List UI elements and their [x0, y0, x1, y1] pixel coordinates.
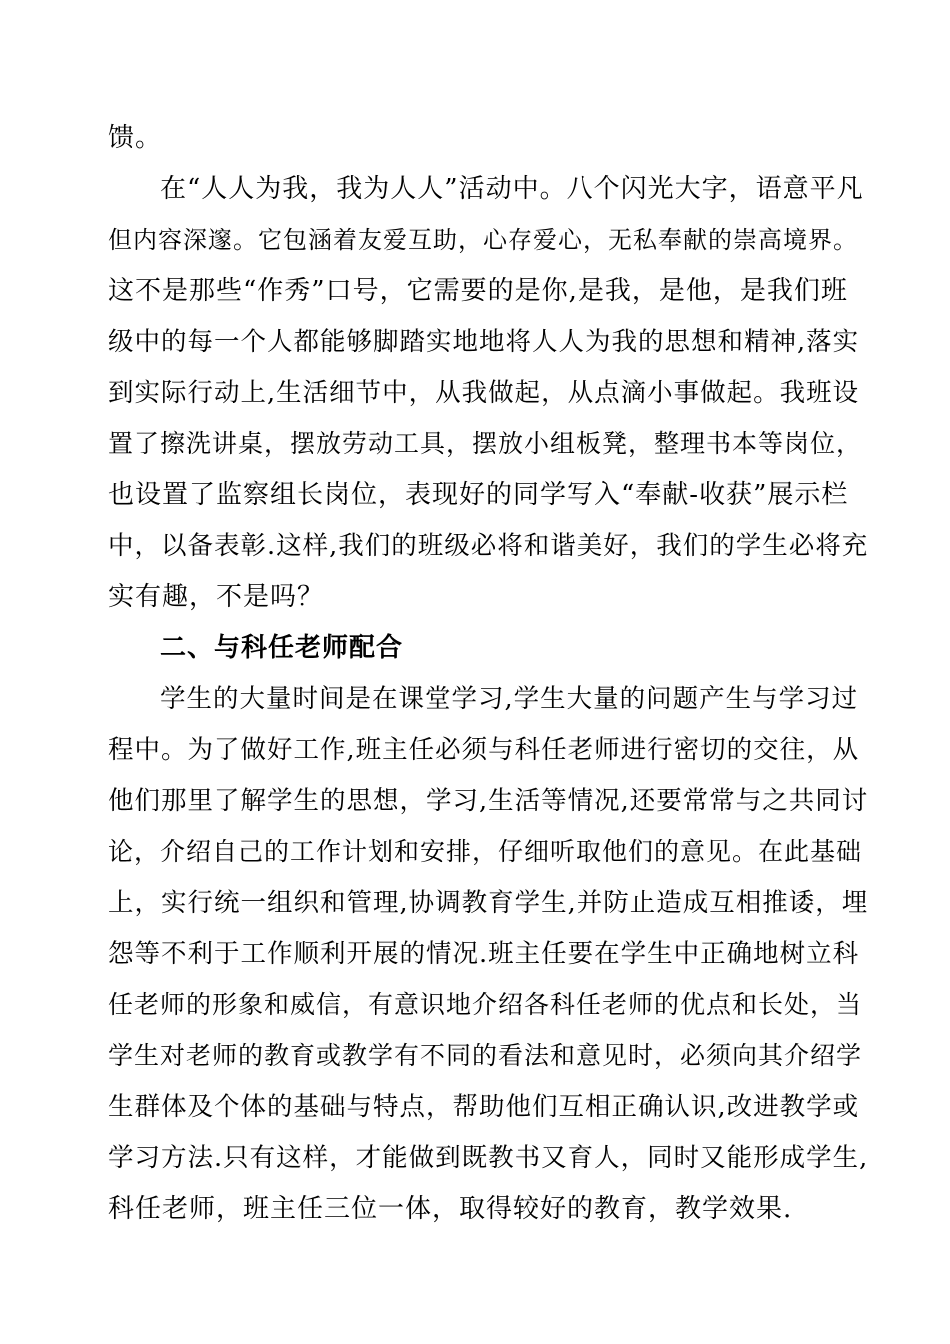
paragraph-line: 也设置了监察组长岗位，表现好的同学写入“奉献-收获”展示栏	[108, 480, 849, 510]
paragraph-line: 但内容深邃。它包涵着友爱互助，心存爱心，无私奉献的崇高境界。	[108, 226, 858, 254]
paragraph-line: 程中。为了做好工作,班主任必须与科任老师进行密切的交往，从	[108, 735, 860, 765]
paragraph-line: 上，实行统一组织和管理,协调教育学生,并防止造成互相推诿，埋	[108, 888, 869, 918]
paragraph-line: 他们那里了解学生的思想，学习,生活等情况,还要常常与之共同讨	[108, 786, 869, 816]
paragraph-line: 学生对老师的教育或教学有不同的看法和意见时，必须向其介绍学	[108, 1041, 863, 1070]
paragraph-line: 到实际行动上,生活细节中，从我做起，从点滴小事做起。我班设	[108, 378, 860, 408]
paragraph-line: 科任老师，班主任三位一体，取得较好的教育，教学效果.	[108, 1194, 793, 1224]
paragraph-line: 在“人人为我，我为人人”活动中。八个闪光大字，语意平凡	[160, 174, 864, 204]
paragraph-line: 级中的每一个人都能够脚踏实地地将人人为我的思想和精神,落实	[108, 327, 860, 357]
paragraph-line: 馈。	[108, 123, 163, 153]
paragraph-line: 实有趣，不是吗？	[108, 582, 325, 612]
paragraph-line: 中，以备表彰.这样,我们的班级必将和谐美好，我们的学生必将充	[108, 531, 869, 561]
section-heading: 二、与科任老师配合	[160, 633, 404, 663]
paragraph-line: 论，介绍自己的工作计划和安排，仔细听取他们的意见。在此基础	[108, 837, 863, 866]
paragraph-line: 生群体及个体的基础与特点，帮助他们互相正确认识,改进教学或	[108, 1092, 860, 1122]
paragraph-line: 任老师的形象和威信，有意识地介绍各科任老师的优点和长处，当	[108, 990, 863, 1019]
paragraph-line: 怨等不利于工作顺利开展的情况.班主任要在学生中正确地树立科	[108, 939, 860, 969]
paragraph-line: 学生的大量时间是在课堂学习,学生大量的问题产生与学习过	[160, 684, 859, 714]
paragraph-line: 学习方法.只有这样，才能做到既教书又育人，同时又能形成学生,	[108, 1143, 869, 1173]
paragraph-line: 这不是那些“作秀”口号，它需要的是你,是我，是他，是我们班	[108, 276, 848, 306]
paragraph-line: 置了擦洗讲桌，摆放劳动工具，摆放小组板凳，整理书本等岗位，	[108, 429, 863, 458]
